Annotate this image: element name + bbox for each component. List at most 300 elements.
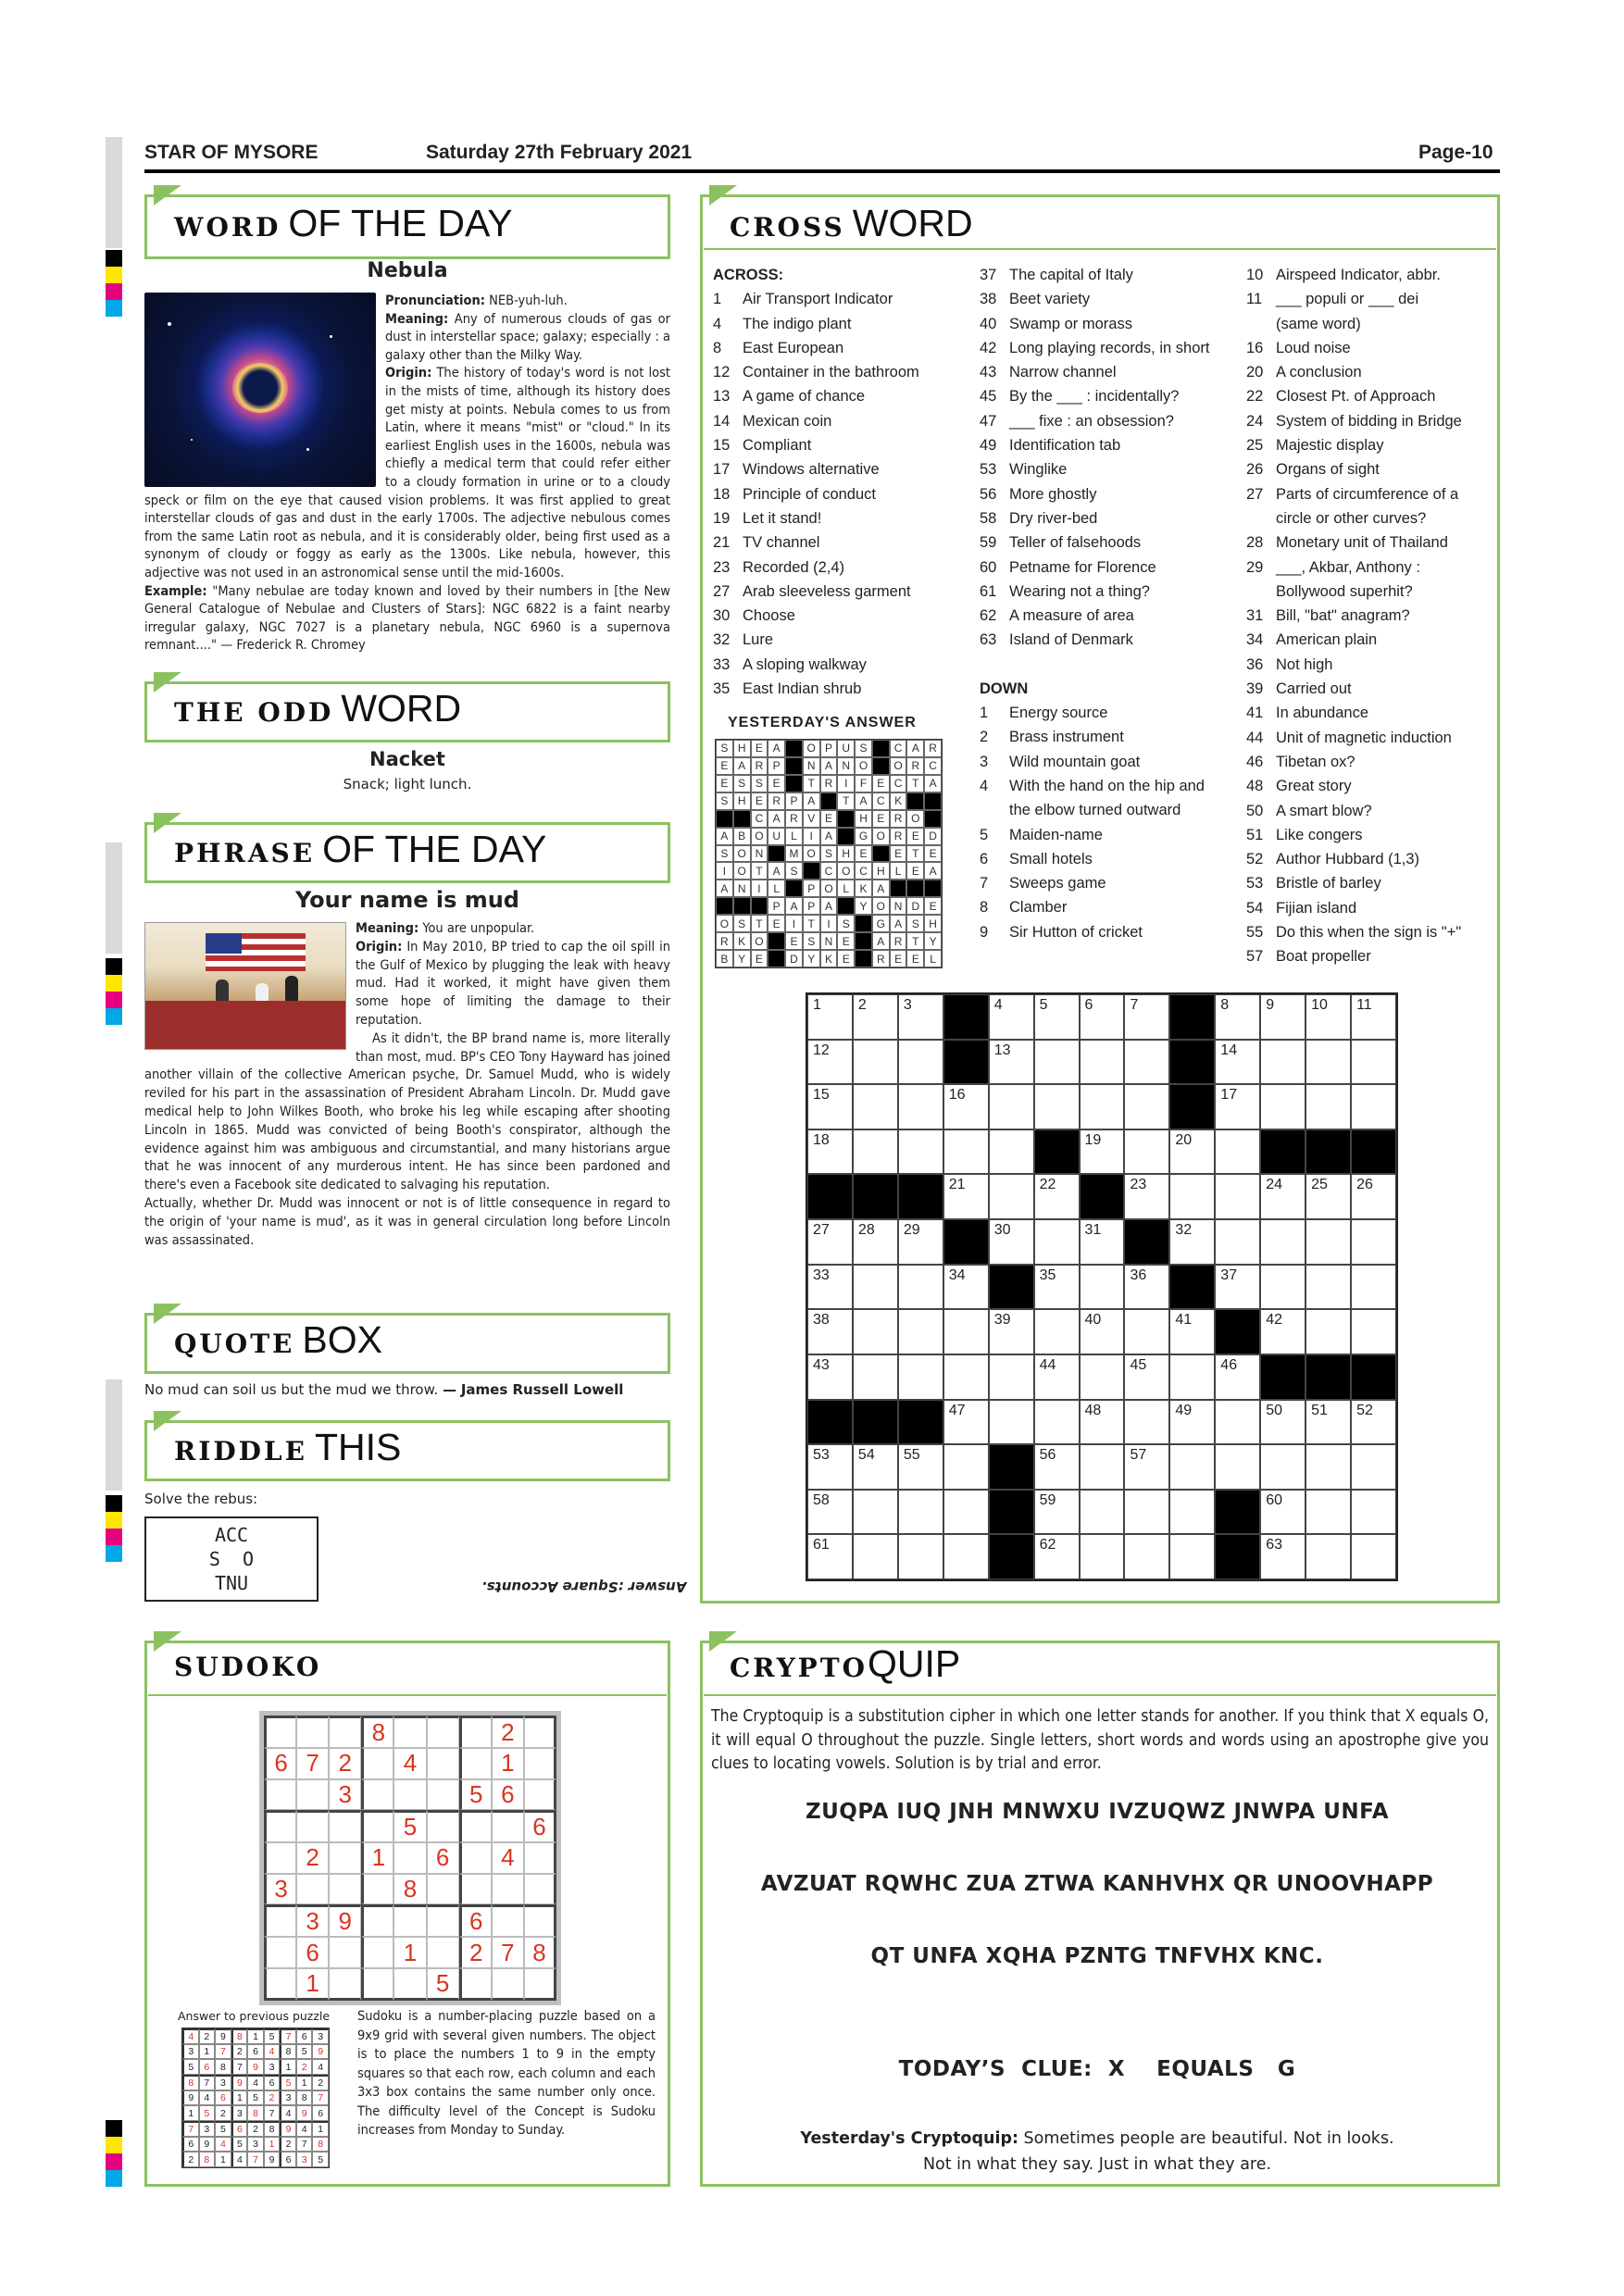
sudoku-given-cell: 5 [427, 1968, 459, 2001]
clue-number: 35 [713, 680, 731, 698]
crossword-cell[interactable] [853, 1444, 898, 1490]
crossword-cell[interactable] [1260, 1174, 1305, 1219]
clue-row [980, 530, 1209, 555]
crossword-cell[interactable] [1124, 1084, 1169, 1129]
clue-text: TV channel [743, 534, 820, 552]
crossword-cell[interactable] [1260, 1265, 1305, 1310]
yesterday-letter-cell: O [733, 845, 751, 863]
crossword-cell[interactable] [1351, 1400, 1396, 1445]
crossword-cell[interactable] [1034, 994, 1080, 1040]
sudoku-empty-cell[interactable] [492, 1874, 524, 1905]
crossword-cell[interactable] [1034, 1309, 1080, 1354]
crossword-cell[interactable] [943, 1129, 989, 1175]
clue-number [1246, 312, 1276, 336]
yesterday-block-cell [785, 775, 803, 792]
clue-text: Like congers [1276, 826, 1363, 843]
crossword-cell[interactable] [807, 1265, 853, 1310]
yesterday-letter-cell: O [733, 862, 751, 880]
crossword-cell[interactable] [1034, 1174, 1080, 1219]
clue-number: 57 [1246, 948, 1264, 966]
crossword-cell[interactable] [1260, 1219, 1305, 1265]
crossword-cell[interactable] [898, 1309, 943, 1354]
sudoku-empty-cell[interactable] [329, 1716, 361, 1748]
crossword-cell[interactable] [898, 1265, 943, 1310]
crossword-cell[interactable] [1351, 1040, 1396, 1085]
crossword-cell[interactable] [1169, 1174, 1215, 1219]
crossword-cell[interactable] [853, 1084, 898, 1129]
sudoku-empty-cell[interactable] [427, 1779, 459, 1811]
sudoku-empty-cell[interactable] [427, 1937, 459, 1968]
crossword-cell[interactable] [943, 1265, 989, 1310]
sudoku-empty-cell[interactable] [361, 1748, 394, 1779]
sudoku-empty-cell[interactable] [264, 1968, 296, 2001]
sudoku-empty-cell[interactable] [394, 1904, 426, 1937]
crossword-cell[interactable] [1305, 994, 1351, 1040]
crossword-cell[interactable] [1169, 1400, 1215, 1445]
crossword-cell[interactable] [989, 1354, 1034, 1400]
crossword-cell[interactable] [1034, 1084, 1080, 1129]
crossword-cell[interactable] [1215, 1354, 1260, 1400]
crossword-cell[interactable] [1080, 1265, 1125, 1310]
sudoku-empty-cell[interactable] [524, 1748, 556, 1779]
crossword-cell[interactable] [1260, 1040, 1305, 1085]
clue-row [713, 530, 919, 555]
crossword-cell[interactable] [1080, 1400, 1125, 1445]
crossword-cell[interactable] [1215, 1174, 1260, 1219]
clue-number: 12 [713, 364, 731, 381]
crossword-cell[interactable] [1124, 1174, 1169, 1219]
clue-number: 18 [713, 485, 731, 503]
cell-number: 40 [1084, 1312, 1102, 1329]
crossword-cell[interactable] [1169, 1309, 1215, 1354]
sudoku-empty-cell[interactable] [361, 1810, 394, 1842]
yesterday-letter-cell: E [768, 915, 785, 932]
crossword-cell[interactable] [943, 1309, 989, 1354]
clue-number: 59 [980, 534, 997, 552]
crossword-cell[interactable] [1169, 1490, 1215, 1535]
crossword-cell[interactable] [1034, 1040, 1080, 1085]
yesterday-letter-cell: Y [803, 950, 820, 967]
crossword-cell[interactable] [1124, 1309, 1169, 1354]
sudoku-empty-cell[interactable] [459, 1716, 492, 1748]
crossword-cell[interactable] [898, 994, 943, 1040]
sudoku-empty-cell[interactable] [264, 1716, 296, 1748]
crossword-cell[interactable] [1080, 1444, 1125, 1490]
crossword-cell[interactable] [898, 1444, 943, 1490]
crossword-cell[interactable] [1034, 1219, 1080, 1265]
clue-text: East European [743, 339, 844, 356]
cell-number: 39 [993, 1312, 1011, 1329]
previous-answer-cell: 8 [215, 2059, 231, 2075]
sudoku-empty-cell[interactable] [296, 1810, 329, 1842]
crossword-cell[interactable] [1080, 1040, 1125, 1085]
yesterday-letter-cell: A [716, 828, 733, 845]
crossword-cell[interactable] [1305, 1400, 1351, 1445]
cell-number: 19 [1084, 1131, 1102, 1148]
yesterday-letter-cell: N [890, 897, 907, 915]
previous-answer-cell: 6 [312, 2105, 329, 2121]
yesterday-letter-cell: E [855, 845, 872, 863]
crossword-cell[interactable] [1305, 1265, 1351, 1310]
sudoku-empty-cell[interactable] [296, 1779, 329, 1811]
yesterday-letter-cell: S [906, 915, 924, 932]
crossword-cell[interactable] [898, 1219, 943, 1265]
example-text: "Many nebulae are today known and loved by their numbers in [the New General Catalogue of Nebulae and Clusters of Stars]: NGC 6822 is a faint nearby irregular galaxy, NGC 7027 is a planetary nebula, NGC 6960 is a supernova remnant...." — Frederick R. Chromey [144, 583, 670, 654]
crossword-cell[interactable] [1351, 1444, 1396, 1490]
crossword-cell[interactable] [1215, 1129, 1260, 1175]
sudoku-empty-cell[interactable] [427, 1748, 459, 1779]
sudoku-empty-cell[interactable] [459, 1874, 492, 1905]
crossword-cell[interactable] [853, 1490, 898, 1535]
previous-answer-cell: 8 [199, 2152, 216, 2167]
yesterday-letter-cell: E [716, 775, 733, 792]
clue-text: The capital of Italy [1009, 267, 1133, 283]
crossword-cell[interactable] [807, 1129, 853, 1175]
sudoku-empty-cell[interactable] [492, 1968, 524, 2001]
crossword-cell[interactable] [807, 994, 853, 1040]
sudoku-given-cell: 6 [264, 1748, 296, 1779]
clue-row [980, 725, 1209, 749]
crossword-cell[interactable] [1351, 1534, 1396, 1579]
cell-number: 36 [1130, 1267, 1147, 1283]
crossword-cell[interactable] [807, 1534, 853, 1579]
yesterday-letter-cell: S [803, 932, 820, 950]
crossword-cell[interactable] [989, 1084, 1034, 1129]
crossword-cell[interactable] [807, 1084, 853, 1129]
yesterday-letter-cell: F [855, 775, 872, 792]
crossword-cell[interactable] [989, 1219, 1034, 1265]
previous-answer-cell: 7 [182, 2121, 199, 2137]
crossword-cell[interactable] [1034, 1354, 1080, 1400]
cell-number: 9 [1266, 997, 1275, 1013]
yesterday-block-cell [768, 950, 785, 967]
yesterday-letter-cell: G [855, 828, 872, 845]
yesterday-letter-cell: D [906, 897, 924, 915]
clue-text: Windows alternative [743, 461, 880, 479]
previous-answer-cell: 1 [247, 2028, 264, 2044]
crossword-cell[interactable] [1305, 1219, 1351, 1265]
clue-number: 17 [713, 461, 731, 479]
sudoku-empty-cell[interactable] [524, 1842, 556, 1874]
crossword-cell[interactable] [1124, 1490, 1169, 1535]
sudoku-empty-cell[interactable] [459, 1968, 492, 2001]
sudoku-given-cell: 6 [427, 1842, 459, 1874]
clue-row [1246, 312, 1462, 336]
sudoku-empty-cell[interactable] [329, 1842, 361, 1874]
crossword-cell[interactable] [1260, 1084, 1305, 1129]
crossword-cell[interactable] [1124, 1129, 1169, 1175]
crossword-cell[interactable] [898, 1129, 943, 1175]
crossword-cell[interactable] [1305, 1444, 1351, 1490]
clue-text: the elbow turned outward [1009, 802, 1181, 819]
cell-number: 63 [1266, 1537, 1283, 1554]
yesterday-answer-label: YESTERDAY'S ANSWER [728, 715, 917, 730]
sudoku-empty-cell[interactable] [361, 1904, 394, 1937]
sudoku-empty-cell[interactable] [427, 1874, 459, 1905]
crossword-cell[interactable] [1260, 994, 1305, 1040]
sudoku-empty-cell[interactable] [264, 1779, 296, 1811]
registration-grey-bar [106, 137, 122, 248]
crossword-cell[interactable] [1169, 1219, 1215, 1265]
sudoku-empty-cell[interactable] [361, 1968, 394, 2001]
crossword-cell[interactable] [853, 1534, 898, 1579]
crossword-cell[interactable] [1215, 1265, 1260, 1310]
crossword-cell[interactable] [1124, 1354, 1169, 1400]
previous-answer-cell: 9 [215, 2028, 231, 2044]
clue-row [1246, 287, 1462, 311]
crossword-cell[interactable] [1124, 1534, 1169, 1579]
crossword-cell[interactable] [989, 1129, 1034, 1175]
sudoku-empty-cell[interactable] [296, 1716, 329, 1748]
crossword-cell[interactable] [1124, 994, 1169, 1040]
crossword-cell[interactable] [1034, 1444, 1080, 1490]
clue-row [1246, 360, 1462, 384]
crossword-cell[interactable] [943, 1354, 989, 1400]
sudoku-empty-cell[interactable] [459, 1810, 492, 1842]
crossword-cell[interactable] [1124, 1040, 1169, 1085]
yesterday-block-cell [890, 880, 907, 897]
yesterday-letter-cell: N [803, 757, 820, 775]
clue-text: Unit of magnetic induction [1276, 729, 1452, 746]
crossword-cell[interactable] [1351, 1084, 1396, 1129]
crossword-cell[interactable] [1351, 1309, 1396, 1354]
crossword-block-cell [1305, 1129, 1351, 1175]
clue-number: 2 [980, 729, 989, 746]
cryptoquip-line-2: AVZUAT RQWHC ZUA ZTWA KANHVHX QR UNOOVHAPP [760, 1872, 1434, 1896]
crossword-cell[interactable] [1351, 1174, 1396, 1219]
sudoku-empty-cell[interactable] [459, 1748, 492, 1779]
crossword-cell[interactable] [1034, 1265, 1080, 1310]
cell-number: 44 [1039, 1356, 1056, 1373]
clue-text: A smart blow? [1276, 802, 1372, 819]
clue-row [980, 506, 1209, 530]
crossword-cell[interactable] [898, 1084, 943, 1129]
sudoku-empty-cell[interactable] [427, 1716, 459, 1748]
crossword-cell[interactable] [1169, 1534, 1215, 1579]
sudoku-empty-cell[interactable] [427, 1810, 459, 1842]
crossword-cell[interactable] [1080, 1354, 1125, 1400]
crossword-cell[interactable] [943, 1534, 989, 1579]
crossword-cell[interactable] [807, 1040, 853, 1085]
crossword-cell[interactable] [807, 1219, 853, 1265]
crossword-cell[interactable] [1351, 1219, 1396, 1265]
yesterday-block-cell [785, 757, 803, 775]
sudoku-empty-cell[interactable] [394, 1968, 426, 2001]
sudoku-empty-cell[interactable] [329, 1810, 361, 1842]
sudoku-empty-cell[interactable] [296, 1874, 329, 1905]
cell-number: 21 [948, 1177, 966, 1193]
clue-row [1246, 604, 1462, 628]
sudoku-empty-cell[interactable] [394, 1842, 426, 1874]
clue-row [713, 360, 919, 384]
sudoku-empty-cell[interactable] [524, 1968, 556, 2001]
sudoku-given-cell: 1 [492, 1748, 524, 1779]
sudoku-empty-cell[interactable] [492, 1904, 524, 1937]
clue-number: 9 [980, 923, 989, 941]
yesterday-letter-cell: C [890, 740, 907, 757]
crossword-cell[interactable] [989, 1174, 1034, 1219]
clue-text: The indigo plant [743, 315, 852, 332]
origin-label: Origin: [385, 366, 432, 381]
crossword-cell[interactable] [1260, 1534, 1305, 1579]
sudoku-empty-cell[interactable] [264, 1937, 296, 1968]
crossword-cell[interactable] [1169, 1354, 1215, 1400]
yesterday-letter-cell: I [751, 880, 768, 897]
cell-number: 28 [857, 1222, 875, 1239]
crossword-cell[interactable] [1034, 1400, 1080, 1445]
crossword-cell[interactable] [1215, 1400, 1260, 1445]
crossword-cell[interactable] [1260, 1309, 1305, 1354]
clue-number: 50 [1246, 802, 1264, 819]
clue-number: 43 [980, 364, 997, 381]
sudoku-given-cell: 2 [329, 1748, 361, 1779]
clue-number: 60 [980, 558, 997, 576]
crossword-cell[interactable] [1034, 1490, 1080, 1535]
yesterday-block-cell [768, 845, 785, 863]
clue-text: Monetary unit of Thailand [1276, 534, 1448, 552]
crossword-cell[interactable] [1351, 1265, 1396, 1310]
sudoku-empty-cell[interactable] [361, 1937, 394, 1968]
sudoku-empty-cell[interactable] [361, 1779, 394, 1811]
crossword-cell[interactable] [898, 1040, 943, 1085]
crossword-cell[interactable] [853, 1265, 898, 1310]
sudoku-empty-cell[interactable] [329, 1937, 361, 1968]
clue-row [980, 847, 1209, 871]
sudoku-given-cell: 4 [394, 1748, 426, 1779]
yesterday-letter-cell: O [751, 828, 768, 845]
cell-number: 56 [1039, 1447, 1056, 1464]
crossword-cell[interactable] [853, 1354, 898, 1400]
meaning-label: Meaning: [385, 311, 449, 327]
crossword-cell[interactable] [1080, 1490, 1125, 1535]
clue-row [980, 895, 1209, 919]
crossword-cell[interactable] [898, 1534, 943, 1579]
clue-number: 24 [1246, 412, 1264, 430]
sudoku-empty-cell[interactable] [264, 1904, 296, 1937]
sudoku-empty-cell[interactable] [524, 1716, 556, 1748]
crossword-cell[interactable] [989, 994, 1034, 1040]
sudoku-empty-cell[interactable] [361, 1874, 394, 1905]
crossword-cell[interactable] [1124, 1265, 1169, 1310]
crossword-cell[interactable] [943, 1444, 989, 1490]
previous-answer-cell: 2 [199, 2028, 216, 2044]
sudoku-empty-cell[interactable] [329, 1874, 361, 1905]
crossword-cell[interactable] [1305, 1534, 1351, 1579]
crossword-cell[interactable] [1080, 1219, 1125, 1265]
previous-answer-cell: 5 [280, 2075, 296, 2090]
crossword-cell[interactable] [1305, 1084, 1351, 1129]
sudoku-empty-cell[interactable] [394, 1779, 426, 1811]
yesterday-letter-cell: R [716, 932, 733, 950]
sudoku-empty-cell[interactable] [492, 1810, 524, 1842]
crossword-cell[interactable] [989, 1040, 1034, 1085]
registration-grey-bar [106, 1379, 122, 1491]
previous-answer-cell: 7 [264, 2105, 281, 2121]
crossword-cell[interactable] [1169, 1444, 1215, 1490]
sudoku-empty-cell[interactable] [264, 1810, 296, 1842]
clue-row [980, 920, 1209, 944]
crossword-cell[interactable] [1305, 1309, 1351, 1354]
crossword-cell[interactable] [807, 1354, 853, 1400]
crossword-cell[interactable] [1169, 1129, 1215, 1175]
crossword-cell[interactable] [853, 1129, 898, 1175]
crossword-cell[interactable] [1351, 1490, 1396, 1535]
crossword-cell[interactable] [1215, 1084, 1260, 1129]
crossword-cell[interactable] [1080, 1534, 1125, 1579]
cell-number: 57 [1130, 1447, 1147, 1464]
crossword-cell[interactable] [1305, 1174, 1351, 1219]
yesterday-block-cell [716, 897, 733, 915]
crossword-cell[interactable] [943, 1490, 989, 1535]
crossword-cell[interactable] [807, 1444, 853, 1490]
crossword-cell[interactable] [1260, 1490, 1305, 1535]
previous-answer-cell: 7 [296, 2137, 313, 2152]
crossword-cell[interactable] [1215, 1219, 1260, 1265]
crossword-cell[interactable] [853, 1219, 898, 1265]
crossword-cell[interactable] [1080, 994, 1125, 1040]
crossword-cell[interactable] [1351, 994, 1396, 1040]
crossword-cell[interactable] [807, 1490, 853, 1535]
previous-answer-cell: 4 [312, 2059, 329, 2075]
sudoku-empty-cell[interactable] [264, 1842, 296, 1874]
crossword-cell[interactable] [1260, 1444, 1305, 1490]
previous-answer-cell: 5 [199, 2105, 216, 2121]
yesterday-block-cell [768, 932, 785, 950]
clue-row [1246, 726, 1462, 750]
yesterday-block-cell [837, 897, 855, 915]
sudoku-empty-cell[interactable] [329, 1968, 361, 2001]
crossword-cell[interactable] [1080, 1129, 1125, 1175]
sudoku-empty-cell[interactable] [524, 1779, 556, 1811]
crossword-cell[interactable] [898, 1490, 943, 1535]
crossword-cell[interactable] [1080, 1084, 1125, 1129]
clue-text: Swamp or morass [1009, 315, 1132, 332]
crossword-cell[interactable] [853, 1040, 898, 1085]
crossword-cell[interactable] [1215, 994, 1260, 1040]
cryptoquip-line-3: QT UNFA XQHA PZNTG TNFVHX KNC. [870, 1944, 1324, 1968]
sudoku-empty-cell[interactable] [427, 1904, 459, 1937]
crossword-cell[interactable] [943, 1174, 989, 1219]
pronunciation-label: Pronunciation: [385, 293, 485, 308]
crossword-cell[interactable] [1080, 1309, 1125, 1354]
crossword-cell[interactable] [1305, 1040, 1351, 1085]
yesterday-letter-cell: E [906, 862, 924, 880]
crossword-cell[interactable] [1215, 1444, 1260, 1490]
crossword-cell[interactable] [853, 994, 898, 1040]
crossword-cell[interactable] [1260, 1400, 1305, 1445]
yesterday-letter-cell: I [716, 862, 733, 880]
crossword-cell[interactable] [853, 1309, 898, 1354]
crossword-cell[interactable] [989, 1400, 1034, 1445]
crossword-cell[interactable] [1124, 1444, 1169, 1490]
sudoku-empty-cell[interactable] [524, 1904, 556, 1937]
crossword-cell[interactable] [807, 1309, 853, 1354]
sudoku-empty-cell[interactable] [524, 1874, 556, 1905]
crossword-cell[interactable] [1215, 1040, 1260, 1085]
clue-row [980, 409, 1209, 433]
crossword-cell[interactable] [898, 1354, 943, 1400]
crossword-cell[interactable] [1034, 1534, 1080, 1579]
crossword-cell[interactable] [1124, 1400, 1169, 1445]
crossword-cell[interactable] [989, 1309, 1034, 1354]
yesterday-letter-cell: C [924, 757, 942, 775]
yesterday-letter-cell: T [906, 845, 924, 863]
sudoku-empty-cell[interactable] [459, 1842, 492, 1874]
sudoku-empty-cell[interactable] [394, 1716, 426, 1748]
crossword-cell[interactable] [943, 1084, 989, 1129]
crossword-cell[interactable] [1305, 1490, 1351, 1535]
crossword-cell[interactable] [943, 1400, 989, 1445]
